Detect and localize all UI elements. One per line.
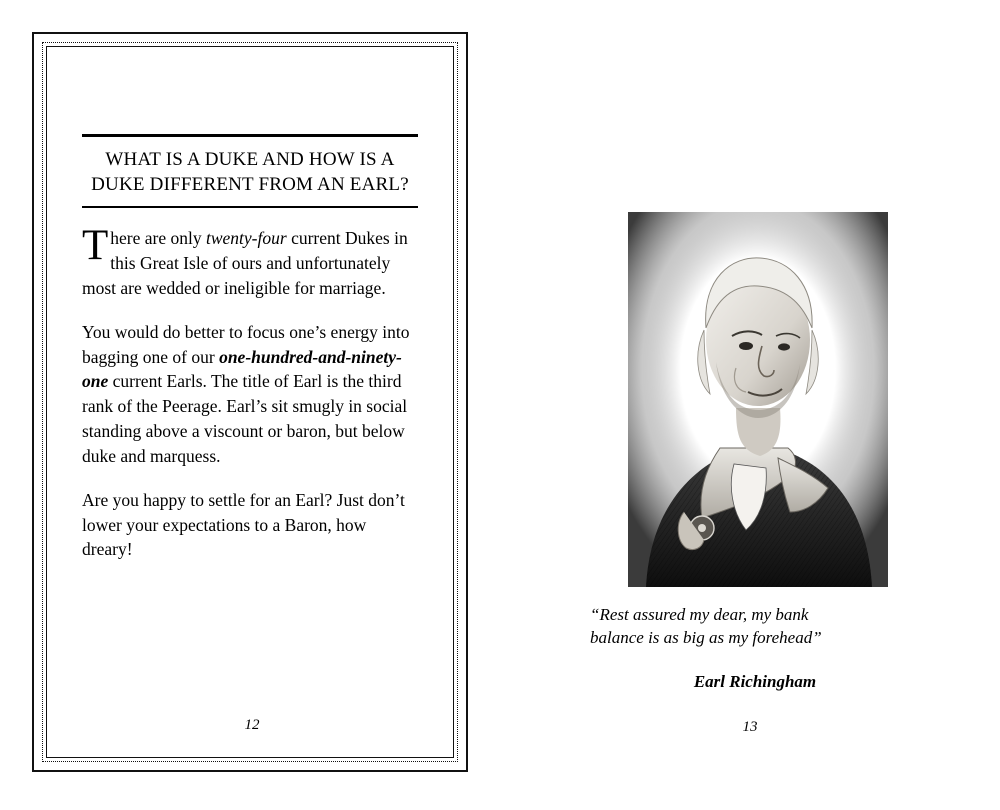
eye-right — [778, 343, 790, 350]
paragraph-1-run-2-italic: twenty-four — [206, 228, 287, 249]
heading-rule-bottom — [82, 206, 418, 208]
page-number-left: 12 — [244, 717, 260, 733]
caption-line-2: balance is as big as my forehead” — [590, 627, 822, 647]
paragraph-1 — [82, 222, 418, 301]
caption-line-1: “Rest assured my dear, my bank — [590, 605, 809, 624]
page-number-right: 13 — [742, 719, 758, 735]
paragraph-1-run-3: current Dukes in this Great Isle of ours and unfortunately most are wedded or ineligible for marriage. — [82, 228, 408, 298]
engraved-portrait-icon — [628, 212, 888, 587]
order-star-center — [698, 524, 706, 532]
paragraph-1-run-1: here are only — [110, 228, 206, 249]
paragraph-3 — [82, 488, 418, 563]
chapter-title-line-1: WHAT IS A DUKE AND HOW IS A — [105, 149, 395, 170]
paragraph-3-run-1: Are you happy to settle for an Earl? Just don’t lower your expectations to a Baron, how dreary! — [82, 489, 405, 560]
paragraph-2 — [82, 320, 418, 469]
illustration-attribution: Earl Richingham — [693, 672, 817, 691]
body-text — [82, 222, 418, 562]
paragraph-2-run-2-italic-bold: one-hundred-and-ninety-one — [82, 346, 402, 392]
illustration-caption — [590, 604, 920, 650]
right-page — [520, 32, 980, 772]
left-page — [32, 32, 468, 772]
drop-cap: T — [82, 222, 109, 270]
paragraph-2-run-3: current Earls. The title of Earl is the third rank of the Peerage. Earl’s sit smugly in social standing above a viscount or baron, but below duke and marquess. — [82, 371, 408, 466]
eye-left — [739, 342, 753, 350]
page-title — [82, 137, 418, 206]
paragraph-2-run-1: You would do better to focus one’s energy into bagging one of our — [82, 321, 410, 367]
portrait-illustration — [628, 212, 888, 587]
chapter-title-line-2: DUKE DIFFERENT FROM AN EARL? — [91, 174, 409, 196]
left-page-content — [82, 134, 418, 581]
